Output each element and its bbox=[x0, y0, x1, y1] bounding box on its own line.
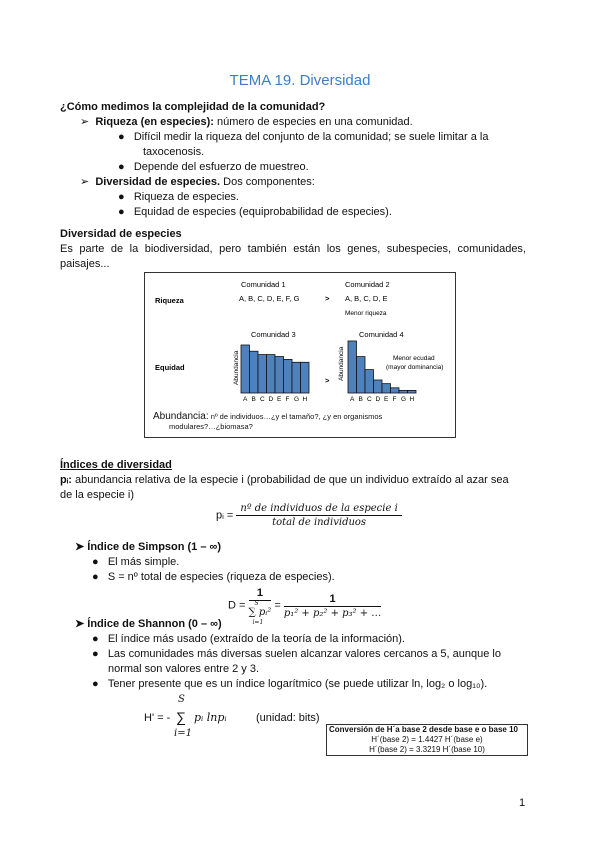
bar-label: G bbox=[401, 396, 407, 403]
abundance-bar bbox=[357, 357, 366, 393]
bullet-riqueza: ➢ Riqueza (en especies): número de especies en una comunidad. bbox=[80, 116, 413, 128]
text: El más simple. bbox=[107, 556, 180, 568]
text: Difícil medir la riqueza del conjunto de la comunidad; se suele limitar a la bbox=[133, 131, 489, 143]
abundance-bar bbox=[382, 384, 391, 393]
denominator: p₁² + p₂² + p₃² + … bbox=[283, 607, 382, 619]
numerator: 1 bbox=[284, 593, 381, 607]
equidad-label: Equidad bbox=[155, 363, 185, 372]
bar-label: G bbox=[294, 396, 300, 403]
sub-bullet: ● Depende del esfuerzo de muestreo. bbox=[118, 161, 309, 173]
y-axis-label: Abundancia bbox=[338, 346, 345, 381]
shannon-heading: ➤ Índice de Shannon (0 – ∞) bbox=[75, 618, 222, 630]
menor-equidad: Menor ecudad bbox=[393, 355, 435, 362]
riqueza-label: Riqueza bbox=[155, 296, 184, 305]
bar-label: D bbox=[375, 396, 381, 403]
text: Índice de Shannon (0 – ∞) bbox=[87, 618, 222, 630]
pi-formula bbox=[216, 503, 402, 528]
conversion-box bbox=[326, 724, 528, 756]
bullet-diversidad: ➢ Diversidad de especies. Dos componentes: bbox=[80, 176, 315, 188]
abundance-bar bbox=[399, 390, 408, 393]
text: Dos componentes: bbox=[220, 176, 315, 188]
menor-riqueza: Menor riqueza bbox=[345, 310, 387, 317]
sub: i=1 bbox=[174, 728, 192, 739]
bullet-cont: normal son valores entre 2 y 3. bbox=[108, 663, 260, 675]
label: Riqueza (en especies): bbox=[95, 116, 214, 128]
simpson-formula bbox=[228, 587, 381, 624]
bar-label: D bbox=[268, 396, 274, 403]
section-heading: ¿Cómo medimos la complejidad de la comunidad? bbox=[60, 101, 326, 113]
gt-sign: > bbox=[325, 376, 330, 385]
mayor-dominancia: (mayor dominancia) bbox=[386, 364, 444, 371]
simpson-heading: ➤ Índice de Simpson (1 – ∞) bbox=[75, 541, 222, 553]
sum-symbol: ∑ bbox=[176, 709, 186, 725]
bar-label: F bbox=[392, 396, 397, 403]
lhs: pᵢ = bbox=[216, 509, 234, 522]
bullet: ● El índice más usado (extraído de la teoría de la información). bbox=[92, 633, 405, 645]
section-heading: Diversidad de especies bbox=[60, 228, 182, 240]
paragraph-cont: de la especie i) bbox=[60, 489, 134, 501]
label: Diversidad de especies. bbox=[95, 176, 221, 188]
expr: pᵢ lnpᵢ bbox=[194, 711, 227, 724]
bullet: ● El más simple. bbox=[92, 556, 180, 568]
c4-title: Comunidad 4 bbox=[359, 330, 404, 339]
text: Tener presente que es un índice logarítmico (se puede utilizar ln, log₂ o log₁₀). bbox=[107, 678, 488, 690]
text: Las comunidades más diversas suelen alcanzar valores cercanos a 5, aunque lo bbox=[107, 648, 501, 660]
bar-label: F bbox=[285, 396, 290, 403]
abundancia-label: Abundancia: bbox=[153, 411, 209, 422]
bullet: ● Tener presente que es un índice logarítmico (se puede utilizar ln, log₂ o log₁₀). bbox=[92, 678, 488, 690]
text: Depende del esfuerzo de muestreo. bbox=[133, 161, 309, 173]
text: abundancia relativa de la especie i (probabilidad de que un individuo extraído al azar sea bbox=[71, 474, 509, 486]
abundancia-note bbox=[153, 412, 453, 432]
text: Equidad de especies (equiprobabilidad de especies). bbox=[133, 206, 392, 218]
text: número de especies en una comunidad. bbox=[213, 116, 413, 128]
text: Riqueza de especies. bbox=[133, 191, 239, 203]
gt-sign: > bbox=[325, 294, 330, 303]
abundance-bar bbox=[284, 359, 293, 393]
numerator: 1 bbox=[249, 587, 272, 601]
lhs: D = bbox=[228, 599, 246, 612]
abundance-bar bbox=[275, 357, 284, 393]
bar-label: H bbox=[409, 396, 415, 403]
c1-title: Comunidad 1 bbox=[241, 280, 286, 289]
bar-label: C bbox=[367, 396, 372, 403]
c1-species: A, B, C, D, E, F, G bbox=[239, 294, 300, 303]
sub-bullet: ● Equidad de especies (equiprobabilidad de especies). bbox=[118, 206, 392, 218]
sub-bullet-cont: taxocenosis. bbox=[143, 146, 205, 158]
bar-label: E bbox=[277, 396, 282, 403]
bar-label: C bbox=[260, 396, 265, 403]
sup: S bbox=[254, 600, 259, 607]
bar-label: H bbox=[302, 396, 308, 403]
section-heading: Índices de diversidad bbox=[60, 459, 172, 471]
bar-label: B bbox=[251, 396, 256, 403]
bullet: ● Las comunidades más diversas suelen alcanzar valores cercanos a 5, aunque lo bbox=[92, 648, 501, 660]
c2-species: A, B, C, D, E bbox=[345, 294, 388, 303]
unit: (unidad: bits) bbox=[256, 712, 320, 724]
bar-label: A bbox=[243, 396, 248, 403]
abundance-bar bbox=[348, 341, 357, 393]
numerator: nº de individuos de la especie i bbox=[236, 503, 401, 516]
bar-label: B bbox=[358, 396, 363, 403]
abundance-bar bbox=[250, 351, 259, 393]
abundance-bar bbox=[292, 362, 301, 393]
c2-title: Comunidad 2 bbox=[345, 280, 390, 289]
abundance-bar bbox=[241, 345, 250, 393]
text: S = nº total de especies (riqueza de especies). bbox=[107, 571, 335, 583]
text: nº de individuos…¿y el tamaño?, ¿y en organismos bbox=[208, 412, 383, 421]
sup: S bbox=[178, 694, 185, 705]
abundance-bar bbox=[408, 390, 417, 393]
paragraph: Es parte de la biodiversidad, pero también están los genes, subespecies, comunidades, paisajes... bbox=[60, 243, 526, 270]
bar-label: E bbox=[384, 396, 389, 403]
abundance-bar bbox=[301, 362, 310, 393]
label: pᵢ: bbox=[60, 474, 72, 486]
text: El índice más usado (extraído de la teoría de la información). bbox=[107, 633, 405, 645]
denominator: ∑ pᵢ² bbox=[248, 607, 272, 618]
abundance-bar bbox=[365, 370, 374, 393]
lhs: H' = - bbox=[144, 712, 171, 724]
sub: i=1 bbox=[252, 619, 264, 626]
paragraph bbox=[60, 473, 509, 488]
conversion-row: H´(base 2) = 3.3219 H´(base 10) bbox=[369, 745, 485, 754]
abundance-bar bbox=[267, 355, 276, 393]
abundance-bar bbox=[374, 380, 383, 393]
conversion-row: H´(base 2) = 1.4427 H´(base e) bbox=[371, 735, 483, 744]
conversion-title: Conversión de H´a base 2 desde base e o base 10 bbox=[329, 725, 518, 734]
sub-bullet: ● Riqueza de especies. bbox=[118, 191, 239, 203]
abundance-bar bbox=[391, 388, 400, 393]
sub-bullet: ● Difícil medir la riqueza del conjunto de la comunidad; se suele limitar a la bbox=[118, 131, 489, 143]
diversity-figure bbox=[144, 272, 456, 438]
text: modulares?…¿biomasa? bbox=[169, 422, 253, 431]
bullet: ● S = nº total de especies (riqueza de especies). bbox=[92, 571, 335, 583]
text: Índice de Simpson (1 – ∞) bbox=[87, 541, 222, 553]
equals: = bbox=[274, 599, 281, 612]
page-number: 1 bbox=[519, 797, 526, 809]
denominator: total de individuos bbox=[272, 517, 367, 528]
page-title: TEMA 19. Diversidad bbox=[229, 72, 371, 89]
y-axis-label: Abundancia bbox=[233, 350, 240, 385]
c3-title: Comunidad 3 bbox=[251, 330, 296, 339]
bar-label: A bbox=[350, 396, 355, 403]
abundance-bar bbox=[258, 355, 267, 393]
